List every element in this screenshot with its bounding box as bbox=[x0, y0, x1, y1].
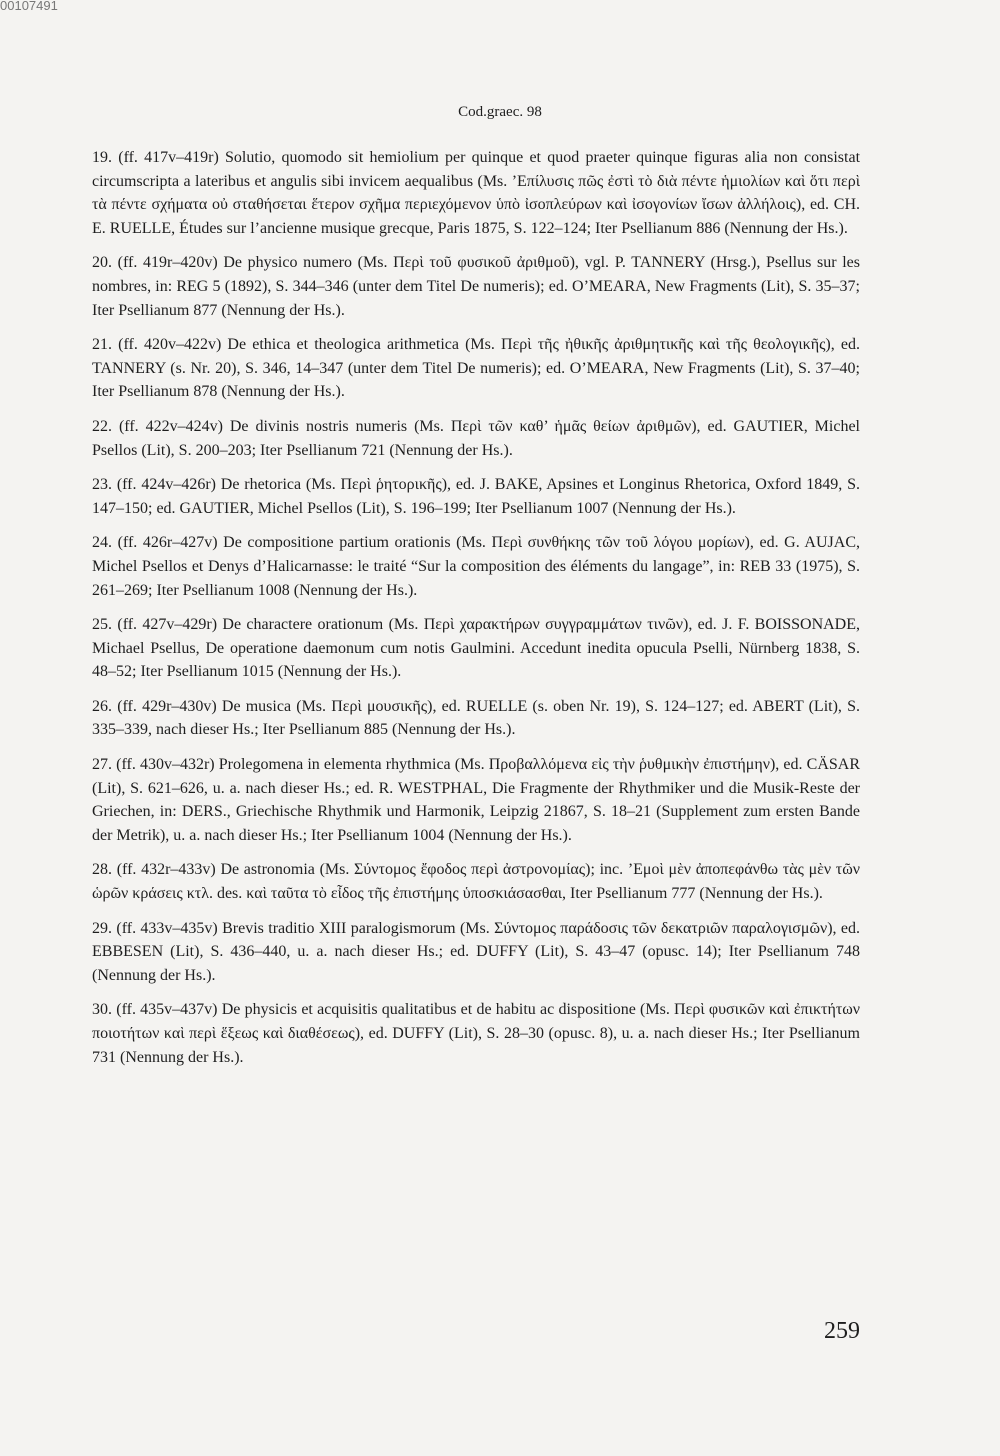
entry-text: (ff. 432r–433v) De astronomia (Ms. Σύντομος ἔφοδος περὶ ἀστρονομίας); inc. ’Εμοὶ μὲν ἀποπεφάνθω τὰς μὲν τῶν ὡρῶν κράσεις κτλ. des. καὶ ταῦτα τὸ εἶδος τῆς ἐπιστήμης ὑποσκιάσασθαι, Iter Psellianum 777 (Nennung der Hs.). bbox=[92, 861, 861, 903]
entry-22 bbox=[92, 415, 860, 462]
entry-text: (ff. 429r–430v) De musica (Ms. Περὶ μουσικῆς), ed. RUELLE (s. oben Nr. 19), S. 124–127; ed. ABERT (Lit), S. 335–339, nach dieser Hs.; Iter Psellianum 885 (Nennung der Hs.). bbox=[92, 697, 861, 739]
entry-number: 23. bbox=[92, 476, 112, 494]
entry-number: 25. bbox=[92, 616, 112, 634]
entry-number: 20. bbox=[92, 254, 112, 272]
entry-number: 26. bbox=[92, 697, 112, 715]
entry-text: (ff. 433v–435v) Brevis traditio XIII paralogismorum (Ms. Σύντομος παράδοσις τῶν δεκατριῶν παραλογισμῶν), ed. EBBESEN (Lit), S. 436–440, u. a. nach dieser Hs.; ed. DUFFY (Lit), S. 43–47 (opusc. 14); Iter Psellianum 748 (Nennung der Hs.). bbox=[92, 919, 861, 984]
entry-number: 29. bbox=[92, 919, 112, 937]
entry-number: 19. bbox=[92, 149, 112, 166]
entry-text: (ff. 419r–420v) De physico numero (Ms. Περὶ τοῦ φυσικοῦ ἀριθμοῦ), vgl. P. TANNERY (Hrsg.), Psellus sur les nombres, in: REG 5 (1892), S. 344–346 (unter dem Titel De numeris); ed. O’MEARA, New Fragments (Lit), S. 35–37; Iter Psellianum 877 (Nennung der Hs.). bbox=[92, 254, 860, 319]
page-number: 259 bbox=[824, 1318, 860, 1344]
entry-27 bbox=[92, 753, 860, 847]
entry-text: (ff. 426r–427v) De compositione partium orationis (Ms. Περὶ συνθήκης τῶν τοῦ λόγου μορίων), ed. G. AUJAC, Michel Psellos et Denys d’Halicarnasse: le traité “Sur la composition des éléments du langage”, in: REB 33 (1975), S. 261–269; Iter Psellianum 1008 (Nennung der Hs.). bbox=[92, 534, 860, 599]
entry-26 bbox=[92, 695, 860, 742]
entry-25 bbox=[92, 613, 860, 684]
entry-24 bbox=[92, 531, 860, 602]
entry-23 bbox=[92, 473, 860, 520]
entry-number: 22. bbox=[92, 417, 112, 435]
entry-text: (ff. 424v–426r) De rhetorica (Ms. Περὶ ῥητορικῆς), ed. J. BAKE, Apsines et Longinus Rhetorica, Oxford 1849, S. 147–150; ed. GAUTIER, Michel Psellos (Lit), S. 196–199; Iter Psellianum 1007 (Nennung der Hs.). bbox=[92, 476, 861, 517]
entry-number: 21. bbox=[92, 336, 112, 354]
entry-number: 30. bbox=[92, 1001, 112, 1019]
entry-text: (ff. 417v–419r) Solutio, quomodo sit hemiolium per quinque et quod praeter quinque figuras alia non consistat circumscripta a lateribus et angulis sibi invicem aequalibus (Ms. ’Επίλυσις πῶς ἐστὶ τὸ διὰ πέντε ἡμιολίων καὶ ὅτι περὶ τὰ πέντε σχήματα οὐ σταθήσεται ἕτερον σχῆμα περιεχόμενον ὑπὸ ἰσοπλεύρων καὶ ἰσογονίων ἴσων ἀλλήλοις), ed. CH. E. RUELLE, Études sur l’ancienne musique grecque, Paris 1875, S. 122–124; Iter Psellianum 886 (Nennung der Hs.). bbox=[92, 149, 861, 237]
entry-28 bbox=[92, 858, 860, 905]
entry-30 bbox=[92, 998, 860, 1069]
entry-21 bbox=[92, 333, 860, 404]
entry-number: 28. bbox=[92, 861, 112, 879]
entry-29 bbox=[92, 917, 860, 988]
entry-text: (ff. 435v–437v) De physicis et acquisitis qualitatibus et de habitu ac dispositione (Ms. Περὶ φυσικῶν καὶ ἐπικτήτων ποιοτήτων καὶ περὶ ἕξεως καὶ διαθέσεως), ed. DUFFY (Lit), S. 28–30 (opusc. 8), u. a. nach dieser Hs.; Iter Psellianum 731 (Nennung der Hs.). bbox=[92, 1001, 861, 1066]
entry-20 bbox=[92, 251, 860, 322]
entry-text: (ff. 420v–422v) De ethica et theologica arithmetica (Ms. Περὶ τῆς ἠθικῆς ἀριθμητικῆς καὶ τῆς θεολογικῆς), ed. TANNERY (s. Nr. 20), S. 346, 14–347 (unter dem Titel De numeris); ed. O’MEARA, New Fragments (Lit), S. 37–40; Iter Psellianum 878 (Nennung der Hs.). bbox=[92, 336, 860, 401]
entry-number: 24. bbox=[92, 534, 112, 552]
entry-list bbox=[92, 146, 860, 1080]
entry-text: (ff. 422v–424v) De divinis nostris numeris (Ms. Περὶ τῶν καθ’ ἡμᾶς θείων ἀριθμῶν), ed. GAUTIER, Michel Psellos (Lit), S. 200–203; Iter Psellianum 721 (Nennung der Hs.). bbox=[92, 417, 860, 459]
entry-text: (ff. 430v–432r) Prolegomena in elementa rhythmica (Ms. Προβαλλόμενα εἰς τὴν ῥυθμικὴν ἐπιστήμην), ed. CÄSAR (Lit), S. 621–626, u. a. nach dieser Hs.; ed. R. WESTPHAL, Die Fragmente der Rhythmiker und die Musik-Reste der Griechen, in: DERS., Griechische Rhythmik und Harmonik, Leipzig 21867, S. 18–21 (Supplement zum ersten Bande der Metrik), u. a. nach dieser Hs.; Iter Psellianum 1004 (Nennung der Hs.). bbox=[92, 756, 861, 844]
entry-text: (ff. 427v–429r) De charactere orationum (Ms. Περὶ χαρακτήρων συγγραμμάτων τινῶν), ed. J. F. BOISSONADE, Michael Psellus, De operatione daemonum cum notis Gaulmini. Accedunt inedita opucula Pselli, Nürnberg 1838, S. 48–52; Iter Psellianum 1015 (Nennung der Hs.). bbox=[92, 616, 861, 681]
entry-19 bbox=[92, 146, 860, 240]
scan-id: 00107491 bbox=[0, 0, 58, 13]
entry-number: 27. bbox=[92, 756, 112, 774]
running-head: Cod.graec. 98 bbox=[458, 104, 542, 120]
